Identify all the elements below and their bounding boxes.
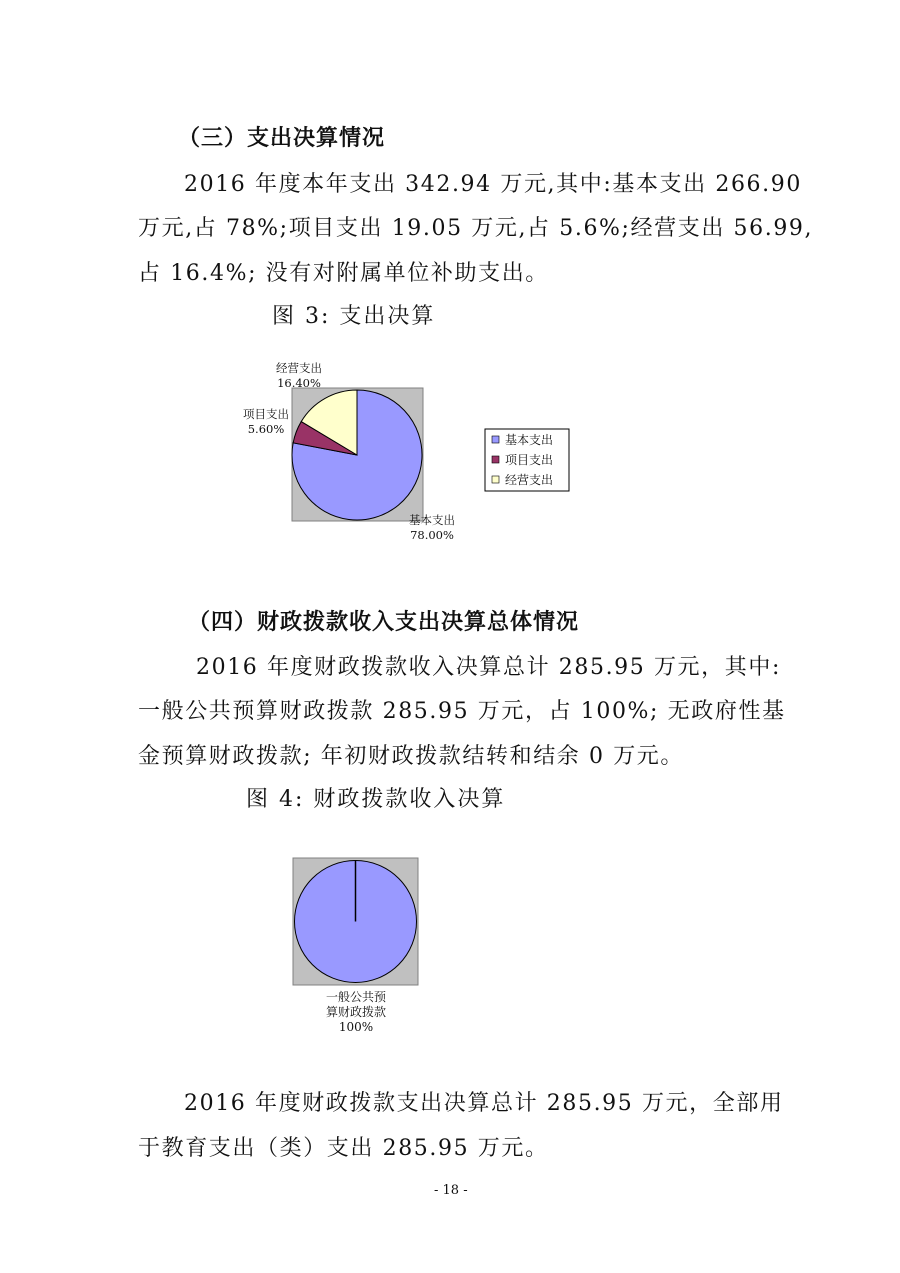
section-heading: （四）财政拨款收入支出决算总体情况 (188, 610, 580, 635)
pie-slice-label (397, 513, 467, 543)
paragraph-line: 占 16.4%; 没有对附属单位补助支出。 (138, 261, 549, 286)
paragraph-line: 金预算财政拨款; 年初财政拨款结转和结余 0 万元。 (138, 744, 684, 769)
slice-value: 16.40% (277, 376, 321, 390)
paragraph-line: 于教育支出（类）支出 285.95 万元。 (138, 1136, 549, 1161)
pie-slice-label (236, 407, 296, 437)
legend-label: 基本支出 (505, 433, 554, 447)
slice-category: 算财政拨款 (325, 1005, 386, 1019)
paragraph-line: 一般公共预算财政拨款 285.95 万元，占 100%; 无政府性基 (138, 699, 786, 724)
paragraph-line: 2016 年度财政拨款支出决算总计 285.95 万元，全部用 (184, 1091, 784, 1116)
legend-label: 项目支出 (505, 453, 554, 467)
paragraph-line: 2016 年度财政拨款收入决算总计 285.95 万元，其中: (196, 655, 781, 680)
page-number: - 18 - (434, 1183, 468, 1198)
slice-value: 5.60% (247, 422, 285, 436)
slice-value: 100% (338, 1020, 374, 1034)
paragraph-line: 万元,占 78%;项目支出 19.05 万元,占 5.6%;经营支出 56.99, (138, 216, 814, 241)
pie-slice-label (316, 990, 396, 1035)
legend-swatch (492, 456, 499, 463)
figure-caption: 图 4: 财政拨款收入决算 (246, 787, 506, 812)
slice-category: 一般公共预 (325, 990, 386, 1004)
slice-category: 经营支出 (276, 361, 322, 375)
section-heading: （三）支出决算情况 (178, 126, 386, 151)
slice-category: 基本支出 (409, 513, 455, 527)
figure-caption: 图 3: 支出决算 (272, 304, 436, 329)
legend-swatch (492, 476, 499, 483)
legend-label: 经营支出 (505, 473, 554, 487)
paragraph-line: 2016 年度本年支出 342.94 万元,其中:基本支出 266.90 (184, 172, 802, 197)
slice-value: 78.00% (410, 528, 454, 542)
pie-slice-label (264, 361, 334, 391)
legend-swatch (492, 436, 499, 443)
fiscal-income-pie-chart (290, 855, 425, 990)
slice-category: 项目支出 (243, 407, 289, 421)
